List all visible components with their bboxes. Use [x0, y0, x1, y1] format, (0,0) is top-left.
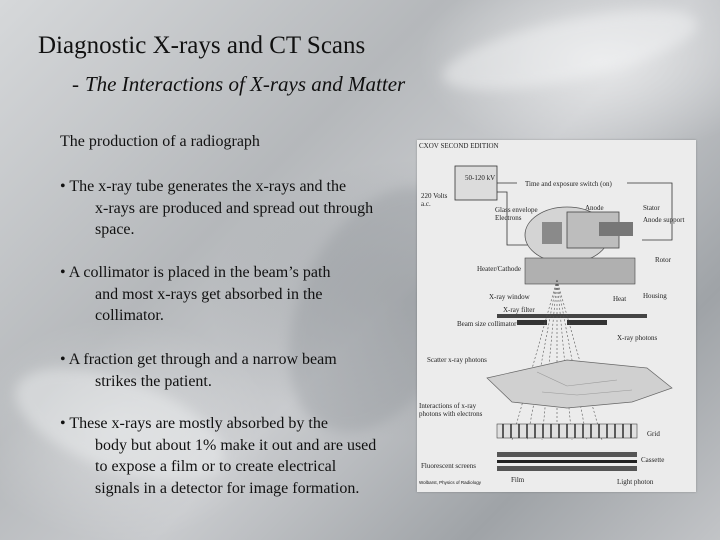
bullet-continuation: x-rays are produced and spread out through space.: [95, 199, 374, 238]
fluorescent-screen: [497, 452, 637, 457]
housing-label: Housing: [643, 292, 667, 300]
bullet-text: A fraction get through and a narrow beam: [68, 351, 337, 368]
interactions-label-box: [419, 402, 495, 432]
power-supply-box: [455, 166, 497, 200]
stator-label: Stator: [643, 204, 660, 212]
bullet-marker: •: [60, 351, 66, 368]
diagram-svg: [417, 140, 696, 492]
cathode: [542, 222, 562, 244]
slide-subtitle: [72, 72, 405, 97]
timer-label: Time and exposure switch (on): [525, 180, 612, 188]
anode-support-label: Anode support: [643, 216, 685, 224]
tube-housing: [525, 258, 635, 284]
interactions-label: Interactions of x-ray photons with electrons: [419, 402, 483, 418]
voltage-label: 50-120 kV: [465, 174, 496, 182]
glass-label: Glass envelope: [495, 206, 538, 214]
credit-label: Wolbarst, Physics of Radiology: [419, 480, 481, 485]
xray-photons-label: X-ray photons: [617, 334, 658, 342]
bullet-continuation: strikes the patient.: [95, 372, 212, 390]
bullet-item: [60, 413, 380, 499]
cassette-label: Cassette: [641, 456, 665, 464]
bullet-text: A collimator is placed in the beam’s path: [68, 264, 331, 281]
edition-label: CXOV SECOND EDITION: [419, 142, 499, 150]
fluorescent-label: Fluorescent screens: [421, 462, 477, 470]
bullet-item: [60, 262, 380, 327]
volts-label: 220 Volts: [421, 192, 448, 200]
bullet-item: [60, 349, 380, 392]
anode-support: [599, 222, 633, 236]
background-highlight: [437, 0, 704, 106]
heat-label: Heat: [613, 295, 627, 303]
bullet-marker: •: [60, 264, 66, 281]
xray-window-label: X-ray window: [489, 293, 530, 301]
xray-tube-diagram: [417, 140, 696, 492]
patient-hand: [487, 360, 672, 408]
collimator-left: [517, 320, 547, 325]
film-layer: [497, 460, 637, 463]
filter-plate: [497, 314, 647, 318]
rotor-label: Rotor: [655, 256, 671, 264]
subtitle-text: The Interactions of X-rays and Matter: [85, 72, 406, 96]
ac-label: a.c.: [421, 200, 431, 208]
heater-label: Heater/Cathode: [477, 265, 521, 273]
film-label: Film: [511, 476, 525, 484]
collimator-right: [567, 320, 607, 325]
bullet-item: [60, 176, 380, 241]
section-heading: The production of a radiograph: [60, 133, 260, 150]
xray-filter-label: X-ray filter: [503, 306, 535, 314]
bullet-marker: •: [60, 415, 66, 432]
bullet-marker: •: [60, 178, 66, 195]
bullet-continuation: and most x-rays get absorbed in the collimator.: [95, 285, 323, 324]
electrons-label: Electrons: [495, 214, 522, 222]
fluorescent-screen: [497, 466, 637, 471]
xray-beam: [512, 280, 602, 440]
grid-plate: [497, 424, 637, 438]
grid-label: Grid: [647, 430, 660, 438]
scatter-label: Scatter x-ray photons: [427, 356, 487, 364]
collimator-label: Beam size collimator: [457, 320, 517, 328]
bullet-text: The x-ray tube generates the x-rays and the: [69, 178, 347, 195]
subtitle-dash: -: [72, 72, 79, 96]
bullet-continuation: body but about 1% make it out and are used to expose a film or to create electrical signals in a detector for image formation.: [95, 436, 377, 497]
slide-title: Diagnostic X-rays and CT Scans: [38, 32, 366, 59]
bullet-text: These x-rays are mostly absorbed by the: [69, 415, 328, 432]
light-photon-label: Light photon: [617, 478, 654, 486]
anode-label: Anode: [585, 204, 604, 212]
